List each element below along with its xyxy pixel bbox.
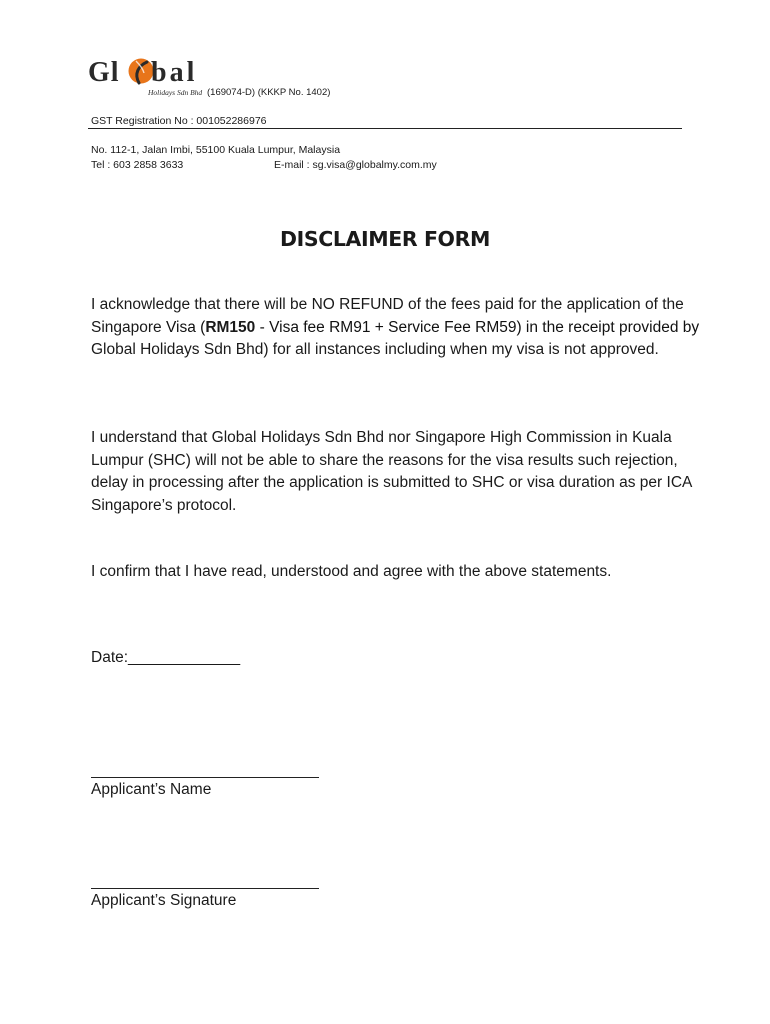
refund-text-part2: Global Holidays Sdn Bhd) for all instances including when my visa is not approved.: [91, 341, 659, 358]
gst-registration: GST Registration No : 001052286976: [91, 115, 267, 127]
logo-subtitle: Holidays Sdn Bhd: [148, 88, 203, 97]
company-address: No. 112-1, Jalan Imbi, 55100 Kuala Lumpur, Malaysia: [91, 144, 341, 156]
company-email: E-mail : sg.visa@globalmy.com.my: [274, 159, 437, 171]
company-logo: [88, 56, 331, 104]
applicant-signature-label: Applicant’s Signature: [91, 892, 237, 909]
visa-word: Visa (: [165, 318, 206, 336]
applicant-name-label: Applicant’s Name: [91, 781, 212, 798]
company-telephone: Tel : 603 2858 3633: [91, 159, 184, 171]
logo-text-right: bal: [151, 57, 198, 88]
applicant-signature-line[interactable]: [91, 888, 319, 889]
logo-text-left: Gl: [88, 57, 120, 88]
applicant-name-line[interactable]: [91, 777, 319, 778]
visa-amount: RM150: [205, 318, 256, 336]
confirmation-paragraph: I confirm that I have read, understood and agree with the above statements.: [91, 563, 612, 580]
header-divider: [88, 128, 682, 129]
form-title: DISCLAIMER FORM: [280, 227, 490, 251]
fee-breakdown: - Visa fee RM91 + Service Fee RM59) in the receipt provided by: [255, 318, 700, 336]
refund-acknowledgement-paragraph: [91, 294, 701, 362]
refund-text-part1: I acknowledge that there will be NO REFUND of the fees paid for the application of the Singapore: [91, 296, 684, 336]
company-registration: (169074-D) (KKKP No. 1402): [207, 87, 331, 98]
visa-results-paragraph: I understand that Global Holidays Sdn Bhd nor Singapore High Commission in Kuala Lumpur (SHC) will not be able to share the reasons for the visa results such rejection, delay in processing after the application is submitted to SHC or visa duration as per ICA Singapore’s protocol.: [91, 429, 692, 514]
date-field[interactable]: Date:_____________: [91, 649, 241, 666]
